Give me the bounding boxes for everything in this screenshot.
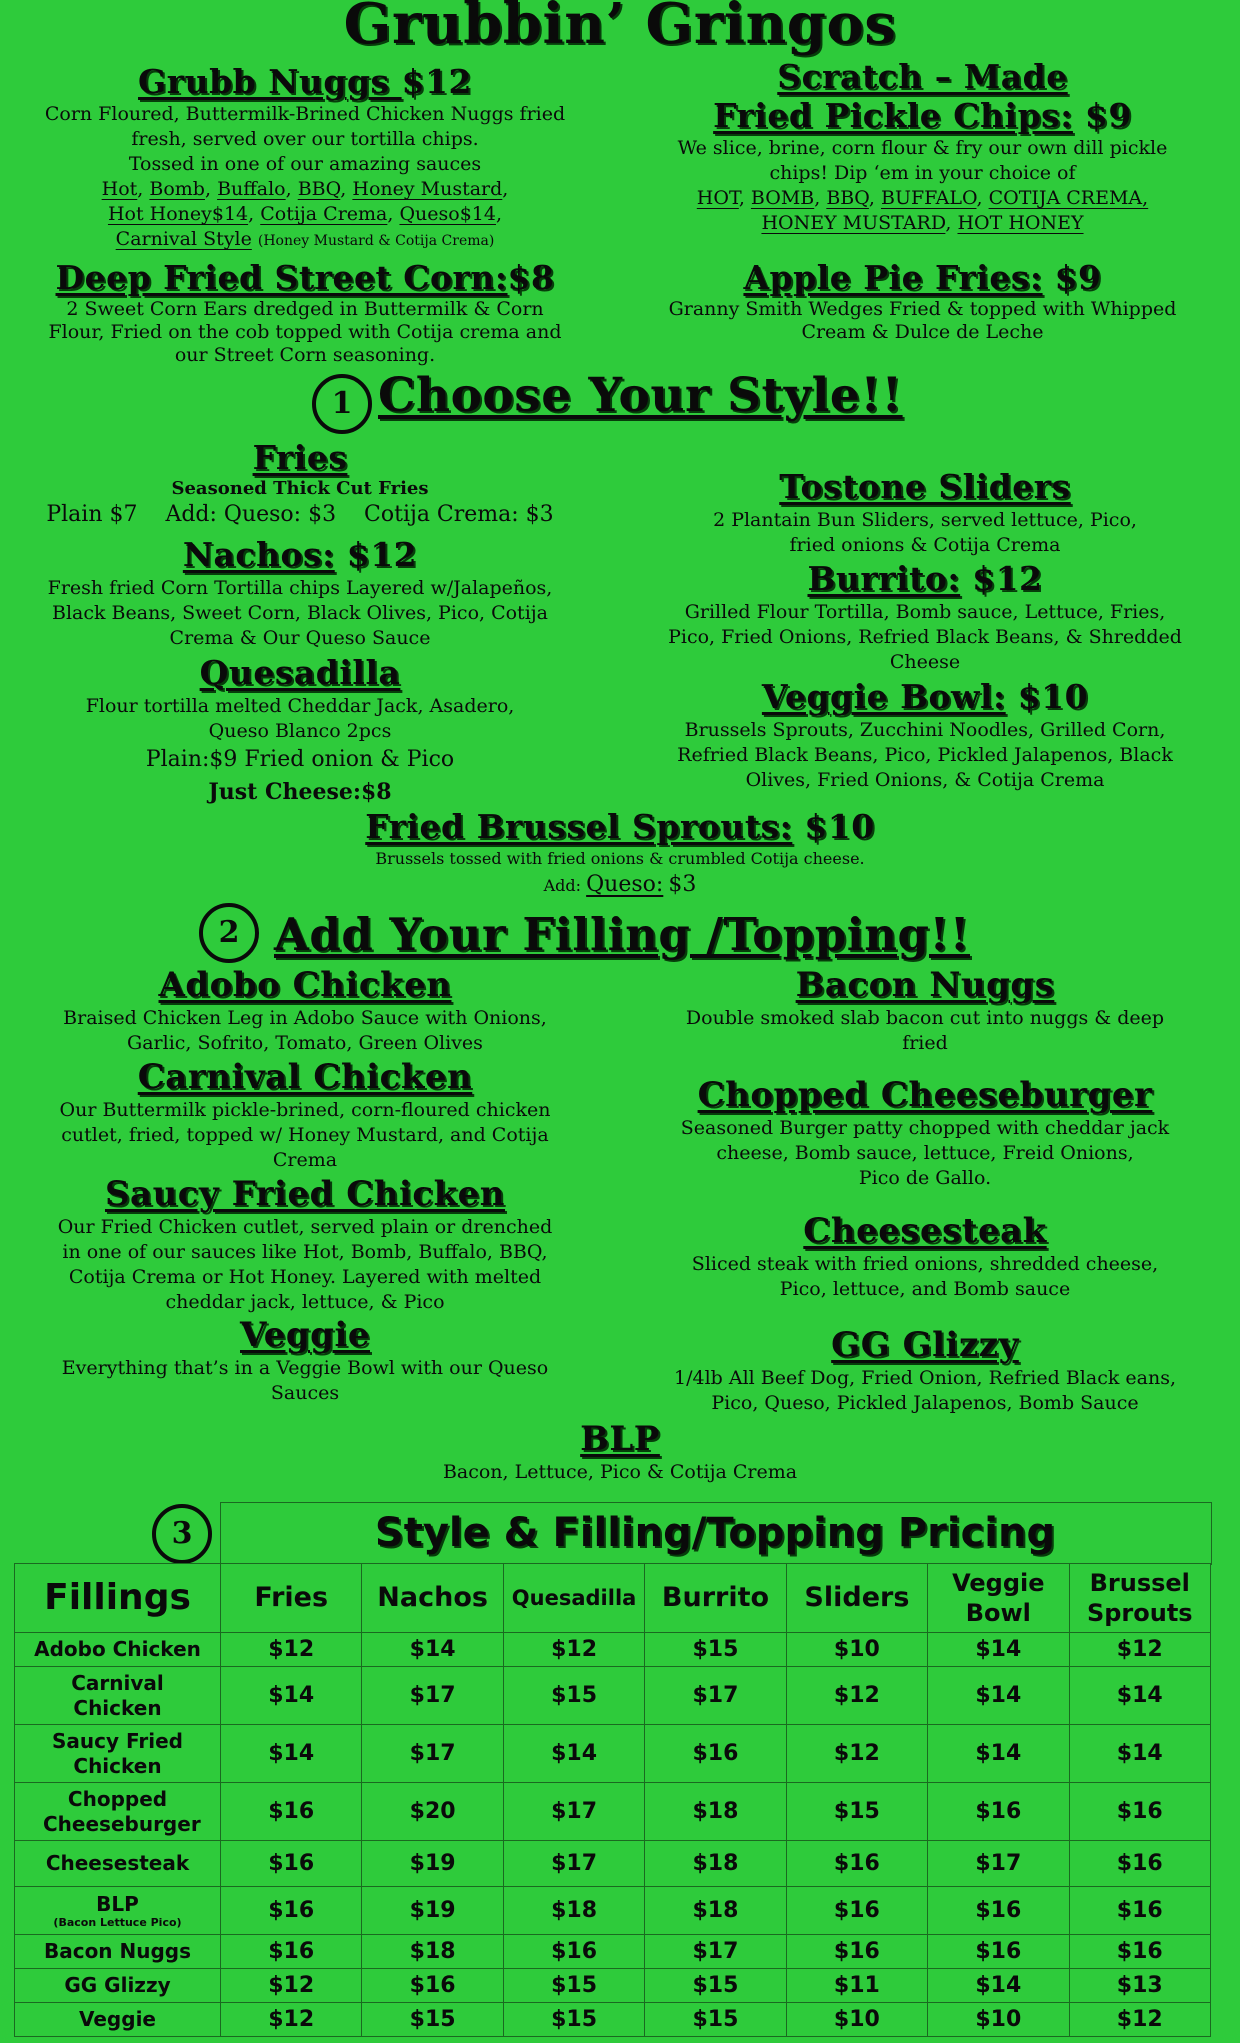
price-cell: $14 xyxy=(928,1667,1069,1725)
fries-section xyxy=(0,438,600,530)
quesadilla-price-line-2: Just Cheese:$8 xyxy=(208,779,392,805)
quesadilla-desc-1: Flour tortilla melted Cheddar Jack, Asadero, xyxy=(85,695,515,717)
carnival-style-note: (Honey Mustard & Cotija Crema) xyxy=(257,233,495,249)
step-3-heading: Style & Filling/Topping Pricing xyxy=(374,1510,1056,1556)
cheesesteak-desc-1: Sliced steak with fried onions, shredded cheese, xyxy=(691,1253,1159,1275)
sliders-desc-1: 2 Plantain Bun Sliders, served lettuce, Pico, xyxy=(713,509,1137,531)
price-cell: $17 xyxy=(362,1725,503,1783)
street-corn-desc-2: Flour, Fried on the cob topped with Cotija crema and xyxy=(48,321,562,343)
step-2-heading: Add Your Filling /Topping!! xyxy=(274,908,970,961)
veggie-filling-desc-1: Everything that’s in a Veggie Bowl with our Queso xyxy=(61,1357,549,1379)
adobo-chicken-title: Adobo Chicken xyxy=(158,965,452,1005)
street-corn-section xyxy=(10,258,600,367)
gg-glizzy-desc-1: 1/4lb All Beef Dog, Fried Onion, Refried Black eans, xyxy=(674,1367,1176,1389)
filling-name: BLP xyxy=(96,1892,139,1916)
price-cell: $10 xyxy=(928,2003,1069,2037)
price-cell: $14 xyxy=(1069,1667,1210,1725)
filling-name: GG Glizzy xyxy=(64,1973,171,1997)
grubb-nuggs-title: Grubb Nuggs xyxy=(138,62,402,101)
fries-title: Fries xyxy=(252,438,348,477)
col-fries: Fries xyxy=(221,1564,362,1633)
brussel-sprouts-title: Fried Brussel Sprouts: xyxy=(365,807,793,846)
table-row xyxy=(15,1667,1211,1725)
filling-name-cell xyxy=(15,2003,221,2037)
burrito-price: $12 xyxy=(972,559,1043,598)
grubb-nuggs-desc-2: fresh, served over our tortilla chips. xyxy=(131,128,479,150)
filling-name: Bacon Nuggs xyxy=(43,1939,192,1963)
sliders-desc-2: fried onions & Cotija Crema xyxy=(789,534,1061,556)
carnival-chicken-title: Carnival Chicken xyxy=(137,1057,473,1097)
grubb-nuggs-desc-3: Tossed in one of our amazing sauces xyxy=(128,153,482,175)
filling-note: (Bacon Lettuce Pico) xyxy=(53,1916,182,1929)
bacon-nuggs-desc-1: Double smoked slab bacon cut into nuggs & deep xyxy=(685,1007,1165,1029)
menu-title: Grubbin’ Gringos xyxy=(343,0,897,57)
carnival-chicken-desc-2: cutlet, fried, topped w/ Honey Mustard, and Cotija xyxy=(61,1124,549,1146)
carnival-chicken-section xyxy=(10,1056,600,1173)
street-corn-price: $8 xyxy=(507,258,555,297)
price-cell: $16 xyxy=(928,1887,1069,1935)
price-cell: $16 xyxy=(221,1887,362,1935)
carnival-chicken-desc-1: Our Buttermilk pickle-brined, corn-floured chicken xyxy=(59,1099,551,1121)
price-cell: $16 xyxy=(1069,1841,1210,1887)
cheeseburger-desc-3: Pico de Gallo. xyxy=(858,1167,992,1189)
table-row xyxy=(15,1969,1211,2003)
gg-glizzy-desc-2: Pico, Queso, Pickled Jalapenos, Bomb Sauce xyxy=(711,1392,1139,1414)
filling-name-cell xyxy=(15,1667,221,1725)
adobo-chicken-desc-1: Braised Chicken Leg in Adobo Sauce with Onions, xyxy=(63,1007,547,1029)
price-cell: $14 xyxy=(221,1725,362,1783)
price-cell: $11 xyxy=(786,1969,927,2003)
street-corn-desc-1: 2 Sweet Corn Ears dredged in Buttermilk & Corn xyxy=(66,298,544,320)
fries-subtitle: Seasoned Thick Cut Fries xyxy=(171,478,429,499)
price-cell: $15 xyxy=(645,2003,786,2037)
nachos-section xyxy=(0,534,600,651)
price-cell: $18 xyxy=(503,1887,644,1935)
price-cell: $12 xyxy=(503,1633,644,1667)
table-row xyxy=(15,1783,1211,1841)
quesadilla-title: Quesadilla xyxy=(199,653,401,692)
saucy-chicken-desc-1: Our Fried Chicken cutlet, served plain or drenched xyxy=(57,1216,553,1238)
price-cell: $15 xyxy=(503,1667,644,1725)
price-cell: $12 xyxy=(786,1725,927,1783)
sauce-hot: Hot xyxy=(101,178,138,200)
table-row xyxy=(15,1935,1211,1969)
street-corn-desc-3: our Street Corn seasoning. xyxy=(174,344,436,366)
price-cell: $14 xyxy=(362,1633,503,1667)
cheeseburger-section xyxy=(630,1074,1220,1191)
quesadilla-section xyxy=(0,652,600,808)
pickle-chips-desc-1: We slice, brine, corn flour & fry our own dill pickle xyxy=(677,137,1168,159)
pricing-table xyxy=(14,1563,1211,2037)
price-cell: $15 xyxy=(503,2003,644,2037)
col-fillings: Fillings xyxy=(15,1564,221,1633)
pickle-sauce-honey-mustard: HONEY MUSTARD xyxy=(761,212,946,234)
price-cell: $18 xyxy=(362,1935,503,1969)
pickle-chips-title-2: Fried Pickle Chips: xyxy=(713,96,1073,135)
cheesesteak-title: Cheesesteak xyxy=(803,1211,1047,1251)
price-cell: $17 xyxy=(503,1783,644,1841)
table-row xyxy=(15,2003,1211,2037)
col-veggie-bowl: Veggie Bowl xyxy=(928,1564,1069,1633)
filling-name-cell xyxy=(15,1725,221,1783)
table-row xyxy=(15,1633,1211,1667)
sliders-title: Tostone Sliders xyxy=(779,467,1071,506)
adobo-chicken-section xyxy=(10,964,600,1056)
price-cell: $16 xyxy=(221,1841,362,1887)
saucy-chicken-desc-3: Cotija Crema or Hot Honey. Layered with melted xyxy=(68,1266,542,1288)
pricing-body xyxy=(15,1633,1211,2037)
price-cell: $15 xyxy=(645,1633,786,1667)
sliders-section xyxy=(630,466,1220,558)
price-cell: $16 xyxy=(1069,1887,1210,1935)
nachos-desc-2: Black Beans, Sweet Corn, Black Olives, Pico, Cotija xyxy=(51,602,548,624)
price-cell: $15 xyxy=(362,2003,503,2037)
grubb-nuggs-sauces-line-1: Hot, Bomb, Buffalo, BBQ, Honey Mustard, xyxy=(101,178,509,200)
street-corn-title: Deep Fried Street Corn: xyxy=(55,258,508,297)
filling-name-cell xyxy=(15,1783,221,1841)
price-cell: $16 xyxy=(786,1935,927,1969)
filling-name: Carnival Chicken xyxy=(71,1670,164,1720)
pickle-sauce-hot-honey: HOT HONEY xyxy=(957,212,1084,234)
filling-name-cell xyxy=(15,1841,221,1887)
veggie-bowl-section xyxy=(630,676,1220,793)
price-cell: $14 xyxy=(928,1633,1069,1667)
saucy-chicken-title: Saucy Fried Chicken xyxy=(104,1174,506,1214)
sauce-honey-mustard: Honey Mustard xyxy=(352,178,503,200)
blp-desc: Bacon, Lettuce, Pico & Cotija Crema xyxy=(442,1461,798,1483)
price-cell: $12 xyxy=(221,1969,362,2003)
pickle-chips-price: $9 xyxy=(1084,96,1132,135)
veggie-bowl-title: Veggie Bowl: xyxy=(761,677,1006,716)
sauce-cotija-crema: Cotija Crema xyxy=(260,203,388,225)
brussel-sprouts-price: $10 xyxy=(804,807,875,846)
saucy-chicken-desc-4: cheddar jack, lettuce, & Pico xyxy=(165,1291,445,1313)
apple-pie-fries-desc-1: Granny Smith Wedges Fried & topped with Whipped xyxy=(668,298,1177,320)
nachos-desc-1: Fresh fried Corn Tortilla chips Layered w/Jalapeños, xyxy=(47,577,553,599)
price-cell: $19 xyxy=(362,1841,503,1887)
nachos-price: $12 xyxy=(346,535,418,574)
price-cell: $14 xyxy=(928,1969,1069,2003)
col-burrito: Burrito xyxy=(645,1564,786,1633)
apple-pie-fries-section xyxy=(630,258,1215,344)
sauce-buffalo: Buffalo xyxy=(217,178,286,200)
price-cell: $17 xyxy=(503,1841,644,1887)
veggie-filling-desc-2: Sauces xyxy=(270,1382,340,1404)
pickle-chips-title-1: Scratch – Made xyxy=(777,57,1068,96)
pricing-header-row xyxy=(15,1564,1211,1633)
price-cell: $17 xyxy=(362,1667,503,1725)
pickle-sauce-cotija-crema: COTIJA CREMA, xyxy=(988,187,1149,209)
grubb-nuggs-desc-1: Corn Floured, Buttermilk-Brined Chicken Nuggs fried xyxy=(44,103,566,125)
filling-name: Adobo Chicken xyxy=(34,1637,201,1661)
filling-name-cell xyxy=(15,1935,221,1969)
veggie-bowl-desc-2: Refried Black Beans, Pico, Pickled Jalapenos, Black xyxy=(677,744,1173,766)
quesadilla-price-line-1: Plain:$9 Fried onion & Pico xyxy=(145,747,455,772)
col-nachos: Nachos xyxy=(362,1564,503,1633)
grubb-nuggs-carnival-line xyxy=(10,227,600,254)
gg-glizzy-title: GG Glizzy xyxy=(831,1325,1019,1365)
brussel-queso-price: $3 xyxy=(668,872,697,897)
sauce-hot-honey: Hot Honey$14 xyxy=(107,203,249,225)
price-cell: $12 xyxy=(1069,2003,1210,2037)
sauce-queso: Queso$14 xyxy=(399,203,496,225)
apple-pie-fries-desc-2: Cream & Dulce de Leche xyxy=(801,321,1044,343)
filling-name: Veggie xyxy=(78,2007,156,2031)
apple-pie-fries-title: Apple Pie Fries: xyxy=(743,258,1043,297)
price-cell: $19 xyxy=(362,1887,503,1935)
price-cell: $16 xyxy=(362,1969,503,2003)
pickle-sauce-hot: HOT xyxy=(696,187,739,209)
grubb-nuggs-price: $12 xyxy=(401,62,472,101)
table-row xyxy=(15,1841,1211,1887)
carnival-style: Carnival Style xyxy=(115,228,252,250)
price-cell: $16 xyxy=(928,1935,1069,1969)
burrito-section xyxy=(630,558,1220,675)
step-1-heading: Choose Your Style!! xyxy=(378,368,903,423)
adobo-chicken-desc-2: Garlic, Sofrito, Tomato, Green Olives xyxy=(127,1032,483,1054)
pickle-sauces-line-2: HONEY MUSTARD, HOT HONEY xyxy=(761,212,1084,234)
brussel-queso-label: Queso: xyxy=(586,872,664,897)
step-1-badge: 1 xyxy=(312,374,372,434)
cheeseburger-desc-1: Seasoned Burger patty chopped with cheddar jack xyxy=(680,1117,1170,1139)
price-cell: $15 xyxy=(645,1969,786,2003)
carnival-chicken-desc-3: Crema xyxy=(272,1149,338,1171)
price-cell: $16 xyxy=(221,1783,362,1841)
veggie-bowl-desc-1: Brussels Sprouts, Zucchini Noodles, Grilled Corn, xyxy=(684,719,1166,741)
burrito-desc-1: Grilled Flour Tortilla, Bomb sauce, Lettuce, Fries, xyxy=(684,601,1166,623)
price-cell: $10 xyxy=(786,1633,927,1667)
price-cell: $17 xyxy=(645,1667,786,1725)
price-cell: $18 xyxy=(645,1783,786,1841)
fries-price-line: Plain $7 Add: Queso: $3 Cotija Crema: $3 xyxy=(46,502,554,527)
cheeseburger-desc-2: cheese, Bomb sauce, lettuce, Freid Onions, xyxy=(716,1142,1134,1164)
price-cell: $12 xyxy=(1069,1633,1210,1667)
price-cell: $14 xyxy=(503,1725,644,1783)
price-cell: $12 xyxy=(786,1667,927,1725)
price-cell: $15 xyxy=(786,1783,927,1841)
price-cell: $15 xyxy=(503,1969,644,2003)
price-cell: $16 xyxy=(503,1935,644,1969)
price-cell: $10 xyxy=(786,2003,927,2037)
filling-name: Cheesesteak xyxy=(45,1851,190,1875)
nachos-title: Nachos: xyxy=(182,535,335,574)
pickle-chips-section xyxy=(630,58,1215,236)
price-cell: $16 xyxy=(1069,1783,1210,1841)
cheeseburger-title: Chopped Cheeseburger xyxy=(697,1075,1153,1115)
price-cell: $12 xyxy=(221,2003,362,2037)
step-2-badge: 2 xyxy=(199,903,259,963)
burrito-title: Burrito: xyxy=(807,559,961,598)
burrito-desc-2: Pico, Fried Onions, Refried Black Beans, & Shredded xyxy=(668,626,1182,648)
price-cell: $16 xyxy=(1069,1935,1210,1969)
price-cell: $16 xyxy=(928,1783,1069,1841)
filling-name: Chopped Cheeseburger xyxy=(43,1786,201,1836)
col-quesadilla: Quesadilla xyxy=(503,1564,644,1633)
saucy-chicken-section xyxy=(10,1173,600,1315)
price-cell: $17 xyxy=(928,1841,1069,1887)
table-row xyxy=(15,1887,1211,1935)
brussel-sprouts-desc: Brussels tossed with fried onions & crumbled Cotija cheese. xyxy=(375,849,865,868)
price-cell: $16 xyxy=(221,1935,362,1969)
blp-title: BLP xyxy=(580,1419,660,1459)
bacon-nuggs-title: Bacon Nuggs xyxy=(795,965,1055,1005)
sauce-bbq: BBQ xyxy=(297,178,341,200)
blp-section xyxy=(0,1418,1240,1485)
col-sliders: Sliders xyxy=(786,1564,927,1633)
bacon-nuggs-section xyxy=(630,964,1220,1056)
burrito-desc-3: Cheese xyxy=(889,651,961,673)
veggie-bowl-desc-3: Olives, Fried Onions, & Cotija Crema xyxy=(745,769,1105,791)
nachos-desc-3: Crema & Our Queso Sauce xyxy=(169,627,431,649)
pickle-sauce-bomb: BOMB xyxy=(750,187,815,209)
filling-name-cell xyxy=(15,1633,221,1667)
price-cell: $14 xyxy=(928,1725,1069,1783)
pickle-sauce-bbq: BBQ xyxy=(826,187,869,209)
price-cell: $14 xyxy=(221,1667,362,1725)
filling-name: Saucy Fried Chicken xyxy=(52,1728,183,1778)
pickle-chips-desc-2: chips! Dip ‘em in your choice of xyxy=(769,162,1076,184)
col-brussel-sprouts: Brussel Sprouts xyxy=(1069,1564,1210,1633)
brussel-sprouts-section xyxy=(0,806,1240,901)
price-cell: $14 xyxy=(1069,1725,1210,1783)
price-cell: $18 xyxy=(645,1887,786,1935)
cheesesteak-section xyxy=(630,1210,1220,1302)
filling-name-cell xyxy=(15,1887,221,1935)
table-row xyxy=(15,1725,1211,1783)
price-cell: $16 xyxy=(786,1841,927,1887)
cheesesteak-desc-2: Pico, lettuce, and Bomb sauce xyxy=(779,1278,1071,1300)
price-cell: $17 xyxy=(645,1935,786,1969)
price-cell: $12 xyxy=(221,1633,362,1667)
saucy-chicken-desc-2: in one of our sauces like Hot, Bomb, Buffalo, BBQ, xyxy=(62,1241,548,1263)
quesadilla-desc-2: Queso Blanco 2pcs xyxy=(208,720,392,742)
price-cell: $16 xyxy=(786,1887,927,1935)
grubb-nuggs-sauces-line-2: Hot Honey$14, Cotija Crema, Queso$14, xyxy=(107,203,503,225)
pickle-sauce-buffalo: BUFFALO xyxy=(880,187,977,209)
brussel-add-label: Add: xyxy=(543,876,582,895)
grubb-nuggs-section xyxy=(10,62,600,254)
sauce-bomb: Bomb xyxy=(149,178,205,200)
price-cell: $20 xyxy=(362,1783,503,1841)
apple-pie-fries-price: $9 xyxy=(1054,258,1102,297)
step-3-badge: 3 xyxy=(152,1504,212,1564)
filling-name-cell xyxy=(15,1969,221,2003)
bacon-nuggs-desc-2: fried xyxy=(902,1032,948,1054)
pickle-sauces-line-1: HOT, BOMB, BBQ, BUFFALO, COTIJA CREMA, xyxy=(696,187,1149,209)
veggie-bowl-price: $10 xyxy=(1017,677,1089,716)
veggie-filling-section xyxy=(10,1314,600,1406)
veggie-filling-title: Veggie xyxy=(240,1315,370,1355)
gg-glizzy-section xyxy=(630,1324,1220,1416)
price-cell: $16 xyxy=(645,1725,786,1783)
price-cell: $18 xyxy=(645,1841,786,1887)
price-cell: $13 xyxy=(1069,1969,1210,2003)
